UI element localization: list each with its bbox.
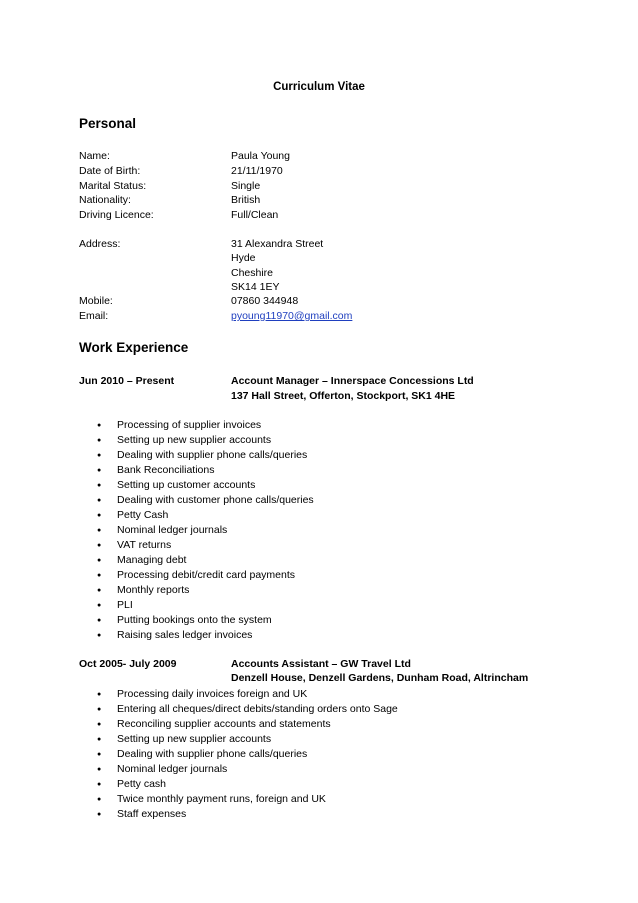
personal-row-email: [79, 310, 599, 325]
job-1-duties-list: [117, 418, 314, 643]
list-item: ● Entering all cheques/direct debits/standing orders onto Sage: [117, 702, 398, 717]
list-item: ● Putting bookings onto the system: [117, 613, 314, 628]
list-item: ● VAT returns: [117, 538, 314, 553]
job-role: Accounts Assistant – GW Travel Ltd: [231, 658, 411, 670]
field-label: Date of Birth:: [79, 165, 141, 177]
job-1-address-row: [79, 390, 599, 405]
email-link[interactable]: pyoung11970@gmail.com: [231, 310, 353, 322]
list-item: ● Processing daily invoices foreign and UK: [117, 687, 398, 702]
job-role: Account Manager – Innerspace Concessions Ltd: [231, 375, 474, 387]
document-title: Curriculum Vitae: [273, 81, 365, 93]
field-label: Nationality:: [79, 194, 131, 206]
job-address: Denzell House, Denzell Gardens, Dunham Road, Altrincham: [231, 672, 529, 684]
personal-row-mobile: [79, 295, 599, 310]
list-item: ● Processing of supplier invoices: [117, 418, 314, 433]
list-item: ● Reconciling supplier accounts and statements: [117, 717, 398, 732]
work-experience-heading: Work Experience: [79, 340, 189, 355]
field-label: Marital Status:: [79, 180, 147, 192]
address-line: 31 Alexandra Street: [231, 238, 324, 250]
field-label: Email:: [79, 310, 109, 322]
job-1-header: [79, 375, 599, 390]
personal-row-name: [79, 150, 599, 165]
list-item: ● Staff expenses: [117, 807, 398, 822]
field-value: British: [231, 194, 261, 206]
job-dates: Oct 2005- July 2009: [79, 658, 177, 670]
personal-row-address: [79, 238, 599, 253]
list-item: ● Dealing with supplier phone calls/queries: [117, 448, 314, 463]
mobile-number: 07860 344948: [231, 295, 299, 307]
list-item: ● Monthly reports: [117, 583, 314, 598]
list-item: ● PLI: [117, 598, 314, 613]
job-2-header: [79, 658, 599, 673]
list-item: ● Setting up customer accounts: [117, 478, 314, 493]
list-item: ● Nominal ledger journals: [117, 762, 398, 777]
field-value: Paula Young: [231, 150, 290, 162]
address-row: [79, 252, 599, 267]
personal-row-dob: [79, 165, 599, 180]
address-row: [79, 267, 599, 282]
list-item: ● Twice monthly payment runs, foreign and UK: [117, 792, 398, 807]
field-label: Address:: [79, 238, 121, 250]
personal-row-licence: [79, 209, 599, 224]
field-label: Driving Licence:: [79, 209, 154, 221]
field-value: Single: [231, 180, 261, 192]
personal-row-nationality: [79, 194, 599, 209]
list-item: ● Nominal ledger journals: [117, 523, 314, 538]
job-2-duties-list: [117, 687, 398, 822]
field-value: Full/Clean: [231, 209, 279, 221]
list-item: ● Processing debit/credit card payments: [117, 568, 314, 583]
list-item: ● Managing debt: [117, 553, 314, 568]
field-label: Mobile:: [79, 295, 113, 307]
address-line: Hyde: [231, 252, 256, 264]
list-item: ● Dealing with supplier phone calls/queries: [117, 747, 398, 762]
address-line: Cheshire: [231, 267, 274, 279]
job-2-address-row: [79, 672, 599, 687]
list-item: ● Bank Reconciliations: [117, 463, 314, 478]
personal-row-marital: [79, 180, 599, 195]
list-item: ● Raising sales ledger invoices: [117, 628, 314, 643]
list-item: ● Petty Cash: [117, 508, 314, 523]
list-item: ● Petty cash: [117, 777, 398, 792]
job-address: 137 Hall Street, Offerton, Stockport, SK1 4HE: [231, 390, 456, 402]
field-label: Name:: [79, 150, 110, 162]
job-dates: Jun 2010 – Present: [79, 375, 175, 387]
field-value: 21/11/1970: [231, 165, 283, 177]
personal-heading: Personal: [79, 116, 137, 131]
list-item: ● Setting up new supplier accounts: [117, 732, 398, 747]
list-item: ● Setting up new supplier accounts: [117, 433, 314, 448]
address-line: SK14 1EY: [231, 281, 280, 293]
address-row: [79, 281, 599, 296]
list-item: ● Dealing with customer phone calls/queries: [117, 493, 314, 508]
